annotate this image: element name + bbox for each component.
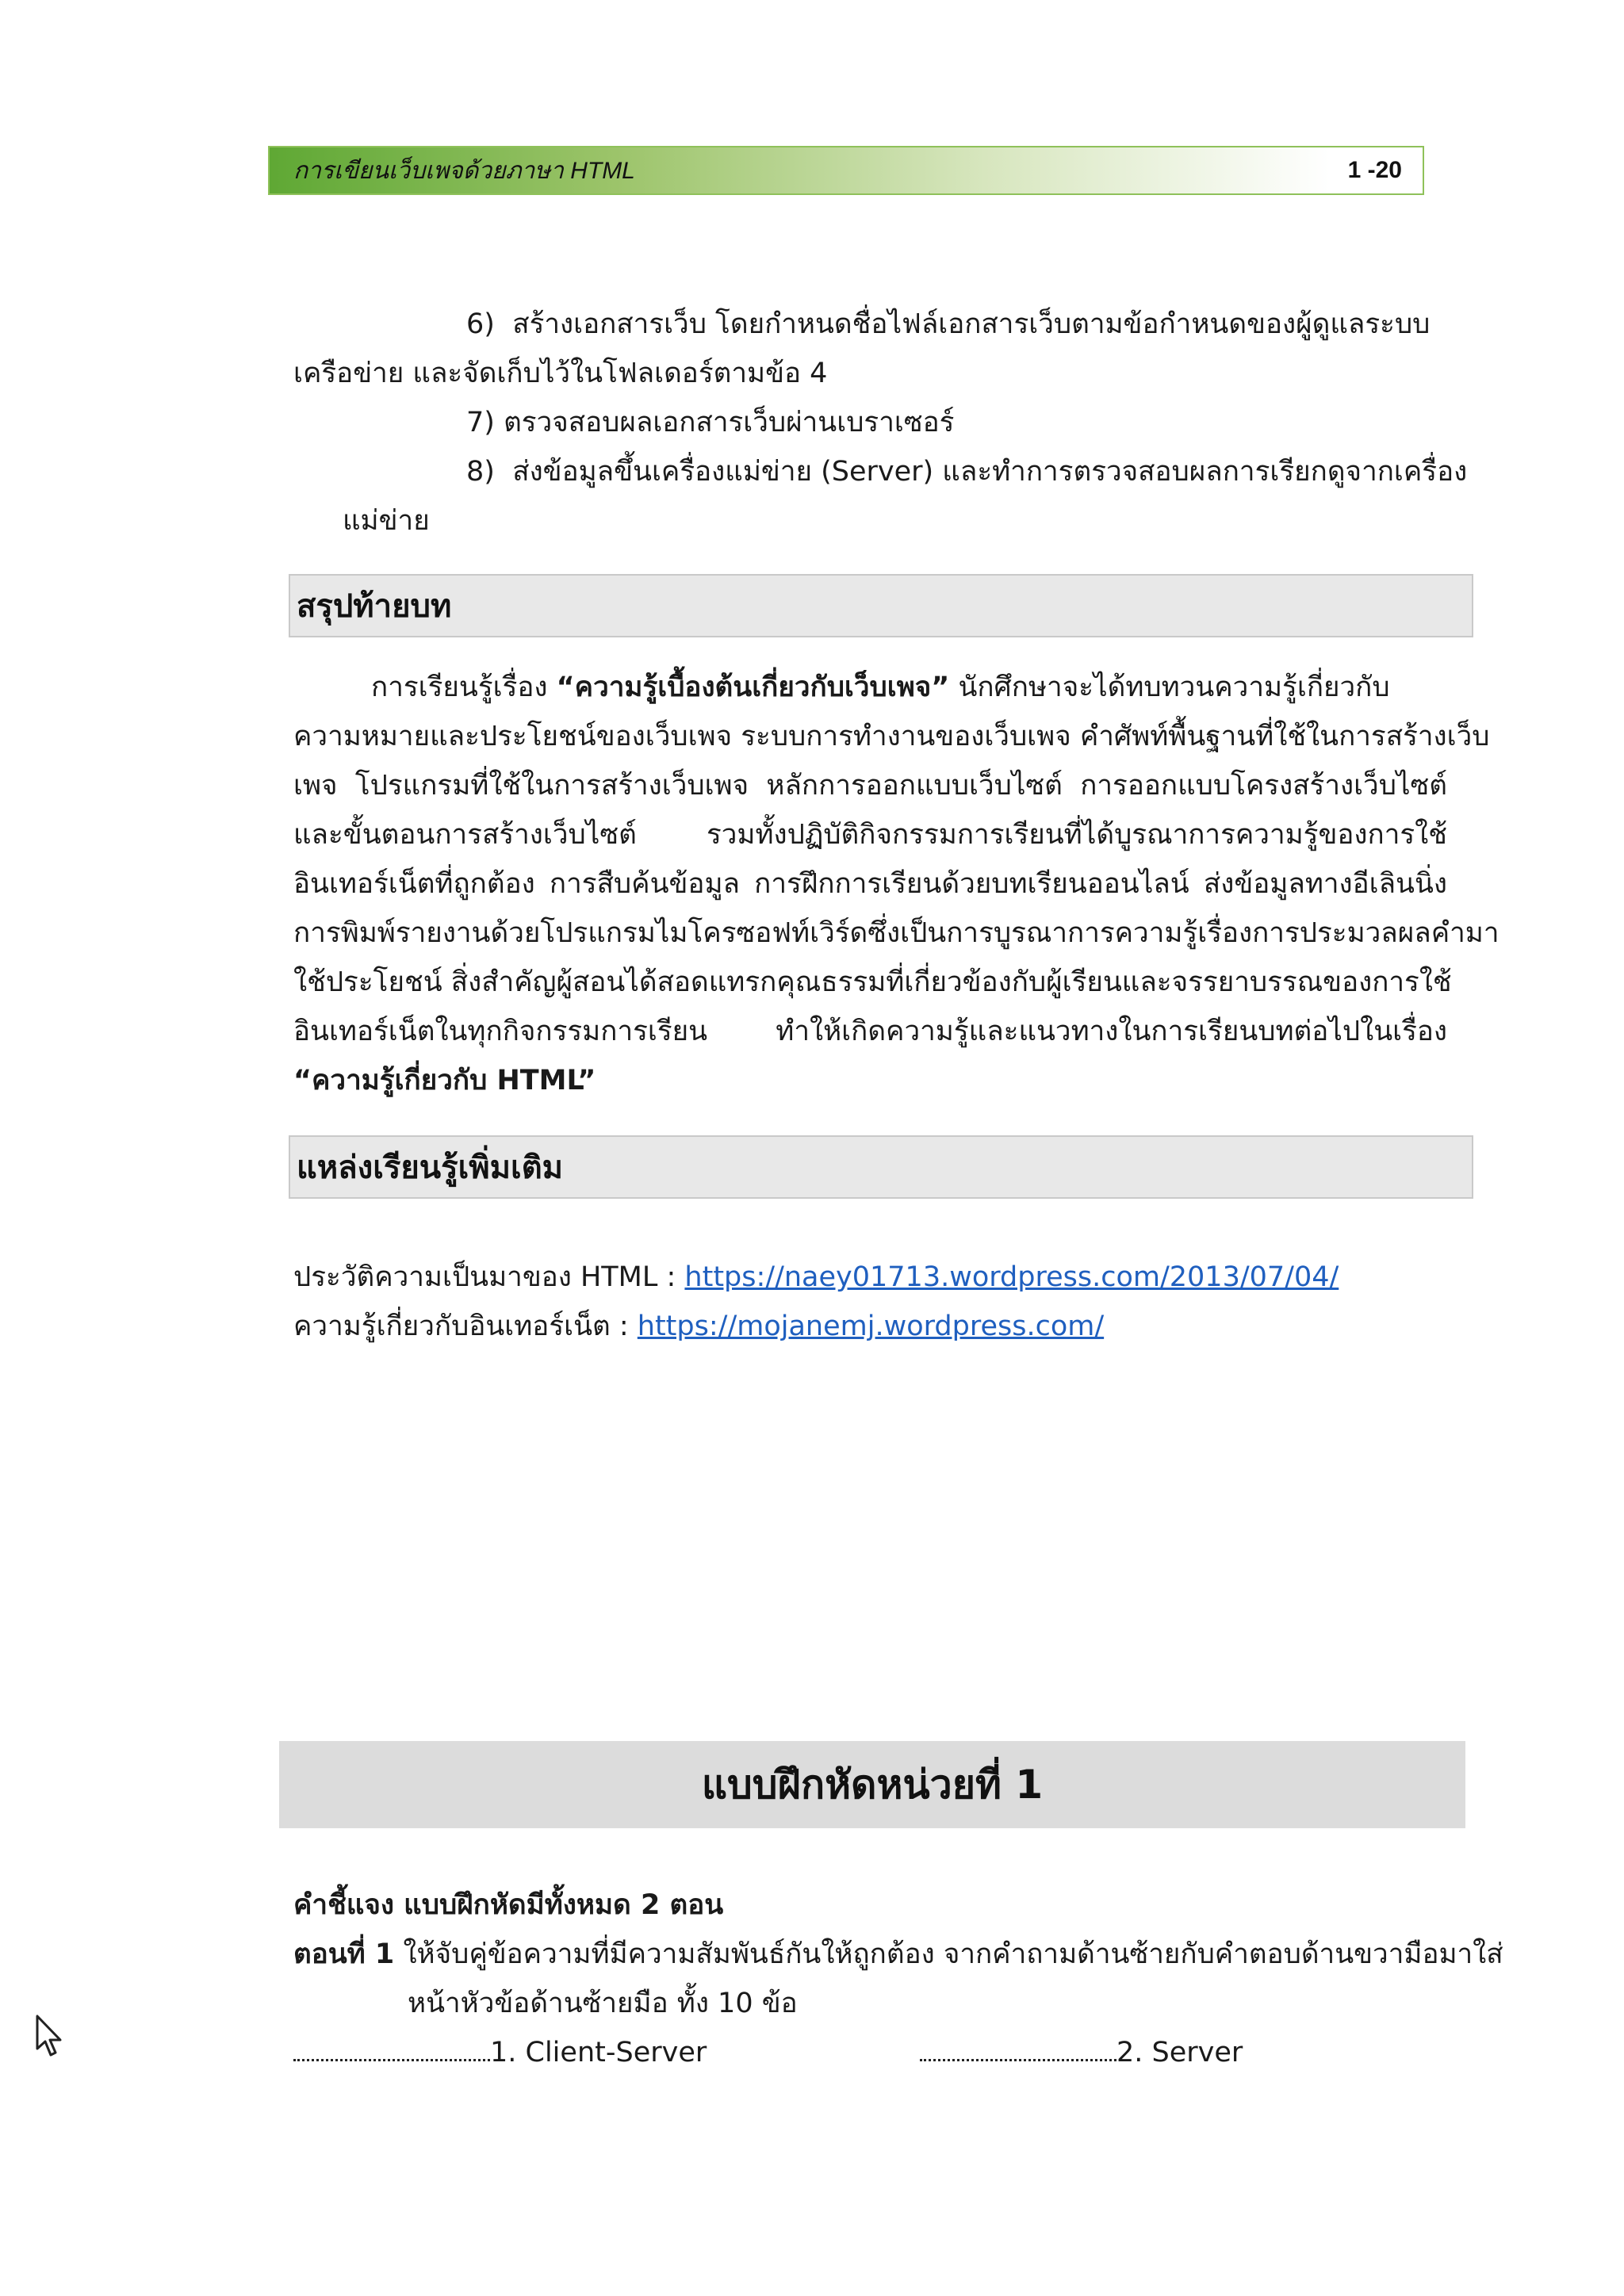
resource-label: ประวัติความเป็นมาของ HTML : (293, 1261, 685, 1293)
summary-line: การพิมพ์รายงานด้วยโปรแกรมไมโครซอฟท์เวิร์ดซึ่งเป็นการบูรณาการความรู้เรื่องการประมวลผลคำมา (293, 917, 1500, 949)
resource-item-html-history (293, 1253, 1339, 1302)
resource-label: ความรู้เกี่ยวกับอินเทอร์เน็ต : (293, 1311, 638, 1342)
summary-line: ใช้ประโยชน์ สิ่งสำคัญผู้สอนได้สอดแทรกคุณธรรมที่เกี่ยวข้องกับผู้เรียนและจรรยาบรรณของการใช้ (293, 966, 1452, 998)
summary-heading: สรุปท้ายบท (297, 588, 452, 625)
resource-link[interactable]: https://mojanemj.wordpress.com/ (637, 1311, 1105, 1342)
matching-item-label: 1. Client-Server (490, 2037, 707, 2068)
step-6 (466, 300, 1430, 349)
matching-item-1 (293, 2028, 707, 2077)
summary-line: และขั้นตอนการสร้างเว็บไซต์ รวมทั้งปฏิบัติกิจกรรมการเรียนที่ได้บูรณาการความรู้ของการใช้ (293, 819, 1447, 851)
part-text: ให้จับคู่ข้อความที่มีความสัมพันธ์กันให้ถูกต้อง จากคำถามด้านซ้ายกับคำตอบด้านขวามือมาใส่ (403, 1938, 1503, 1970)
summary-line: เพจ โปรแกรมที่ใช้ในการสร้างเว็บเพจ หลักการออกแบบเว็บไซต์ การออกแบบโครงสร้างเว็บไซต์ (293, 770, 1447, 802)
step-number: 6) (466, 308, 495, 340)
page-header (268, 146, 1424, 195)
resource-item-internet (293, 1302, 1104, 1351)
step-7 (466, 398, 954, 447)
step-number: 7) (466, 407, 495, 438)
page-number: 1 -20 (1347, 157, 1402, 183)
answer-blank[interactable] (920, 2053, 1116, 2061)
summary-heading-bar (289, 574, 1473, 637)
resources-heading-bar (289, 1135, 1473, 1199)
resource-link[interactable]: https://naey01713.wordpress.com/2013/07/04/ (684, 1261, 1339, 1293)
summary-line: ความหมายและประโยชน์ของเว็บเพจ ระบบการทำงานของเว็บเพจ คำศัพท์พื้นฐานที่ใช้ในการสร้างเว็บ (293, 721, 1490, 752)
step-6-continued: เครือข่าย และจัดเก็บไว้ในโฟลเดอร์ตามข้อ 4 (293, 358, 828, 389)
summary-line: อินเทอร์เน็ตในทุกกิจกรรมการเรียน ทำให้เกิดความรู้และแนวทางในการเรียนบทต่อไปในเรื่อง (293, 1016, 1447, 1047)
matching-item-label: 2. Server (1116, 2037, 1243, 2068)
matching-item-2 (920, 2028, 1243, 2077)
part-label: ตอนที่ 1 (293, 1938, 395, 1970)
exercise-instruction: คำชี้แจง แบบฝึกหัดมีทั้งหมด 2 ตอน (293, 1889, 724, 1921)
exercise-title-bar (279, 1741, 1465, 1828)
header-title: การเขียนเว็บเพจด้วยภาษา HTML (293, 157, 635, 184)
exercise-title: แบบฝึกหัดหน่วยที่ 1 (701, 1761, 1044, 1808)
mouse-pointer-icon (35, 2014, 63, 2061)
summary-closing: “ความรู้เกี่ยวกับ HTML” (293, 1065, 596, 1096)
summary-line: อินเทอร์เน็ตที่ถูกต้อง การสืบค้นข้อมูล การฝึกการเรียนด้วยบทเรียนออนไลน์ ส่งข้อมูลทางอีเลินนิ่ง (293, 868, 1447, 900)
exercise-part-1 (293, 1930, 1503, 1979)
step-number: 8) (466, 456, 495, 488)
step-8 (466, 447, 1467, 496)
answer-blank[interactable] (293, 2053, 490, 2061)
resources-heading: แหล่งเรียนรู้เพิ่มเติม (297, 1150, 564, 1186)
step-text: ส่งข้อมูลขึ้นเครื่องแม่ข่าย (Server) และทำการตรวจสอบผลการเรียกดูจากเครื่อง (512, 456, 1468, 488)
exercise-part-1-continued: หน้าหัวข้อด้านซ้ายมือ ทั้ง 10 ข้อ (408, 1988, 798, 2019)
summary-intro: การเรียนรู้เรื่อง (371, 672, 548, 703)
step-8-continued: แม่ข่าย (343, 505, 430, 537)
step-text: ตรวจสอบผลเอกสารเว็บผ่านเบราเซอร์ (504, 407, 955, 438)
summary-topic: “ความรู้เบื้องต้นเกี่ยวกับเว็บเพจ” (556, 672, 950, 703)
summary-first-line (371, 663, 1390, 712)
summary-intro-rest: นักศึกษาจะได้ทบทวนความรู้เกี่ยวกับ (958, 672, 1390, 703)
step-text: สร้างเอกสารเว็บ โดยกำหนดชื่อไฟล์เอกสารเว็บตามข้อกำหนดของผู้ดูแลระบบ (512, 308, 1431, 340)
